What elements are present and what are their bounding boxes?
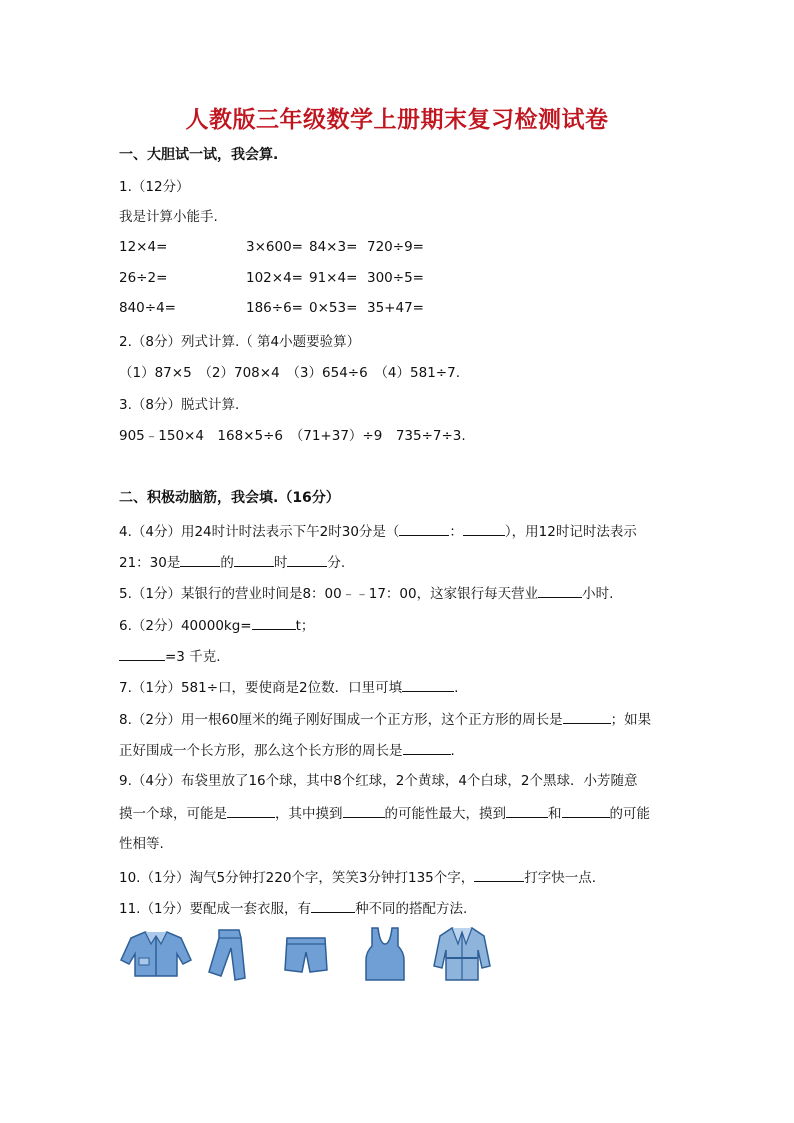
q4-text: ），用12时记时法表示 [504,524,637,540]
calc-item: 26÷2= [119,270,168,286]
answer-blank[interactable] [562,804,610,818]
q4-text: ： [449,524,463,540]
q5 [119,584,613,603]
q11-text: 种不同的搭配方法. [355,901,468,917]
q6-line-1 [119,616,314,635]
pants-icon [205,928,247,982]
q8-line-2 [119,741,455,760]
calc-item: 186÷6= [246,300,303,316]
q2-items: （1）87×5 （2）708×4 （3）654÷6 （4）581÷7. [119,365,460,381]
answer-blank[interactable] [402,678,454,692]
q9-line-3: 性相等. [119,836,164,852]
calc-item: 0×53= [309,300,358,316]
answer-blank[interactable] [311,899,355,913]
q4-line-1 [119,522,637,541]
calc-item: 720÷9= [367,239,424,255]
calc-item: 35+47= [367,300,424,316]
answer-blank[interactable] [474,868,524,882]
jacket-icon [119,928,193,980]
q9-text: 摸一个球，可能是 [119,806,227,822]
q4-text: 时 [273,555,288,571]
calc-item: 3×600= [246,239,303,255]
calc-item: 12×4= [119,239,168,255]
q9-line-1: 9.（4分）布袋里放了16个球，其中8个红球，2个黄球，4个白球，2个黑球．小芳随意 [119,773,638,789]
q1-head: 1.（12分） [119,179,190,195]
answer-blank[interactable] [506,804,548,818]
q11 [119,899,467,918]
answer-blank[interactable] [180,553,220,567]
q6-text: =3 千克. [165,649,221,665]
q6-line-2 [119,647,220,666]
q2-head: 2.（8分）列式计算.（ 第4小题要验算） [119,334,361,350]
q5-text: 5.（1分）某银行的营业时间是8：00﹣﹣17：00，这家银行每天营业 [119,586,539,602]
answer-blank[interactable] [538,584,582,598]
q9-line-2 [119,804,650,823]
answer-blank[interactable] [234,553,274,567]
answer-blank[interactable] [399,522,449,536]
calc-item: 840÷4= [119,300,176,316]
calc-item: 91×4= [309,270,358,286]
q11-text: 11.（1分）要配成一套衣服，有 [119,901,312,917]
q8-text: ；如果 [610,712,652,728]
q10-text: 10.（1分）淘气5分钟打220个字，笑笑3分钟打135个字， [119,870,475,886]
answer-blank[interactable] [463,522,505,536]
answer-blank[interactable] [563,710,611,724]
tank-top-icon [364,926,406,982]
q9-text: 的可能 [609,806,650,822]
q6-text: t； [295,618,315,634]
q4-text: 4.（4分）用24时计时法表示下午2时30分是（ [119,524,400,540]
answer-blank[interactable] [287,553,327,567]
coat-icon [432,926,492,982]
q5-text: 小时. [582,586,614,602]
calc-item: 102×4= [246,270,303,286]
answer-blank[interactable] [252,616,296,630]
q8-text: 正好围成一个长方形，那么这个长方形的周长是 [119,743,403,759]
q8-text: 8.（2分）用一根60厘米的绳子刚好围成一个正方形，这个正方形的周长是 [119,712,563,728]
calc-item: 84×3= [309,239,358,255]
q4-text: 分. [327,555,346,571]
q9-text: 和 [548,806,562,822]
q9-text: ，其中摸到 [275,806,343,822]
q3-head: 3.（8分）脱式计算. [119,397,240,413]
section-1-heading: 一、大胆试一试，我会算. [119,147,279,163]
answer-blank[interactable] [343,804,385,818]
q8-text: . [450,743,455,759]
q8-line-1 [119,710,651,729]
section-2-heading: 二、积极动脑筋，我会填.（16分） [119,490,340,506]
q7 [119,678,458,697]
q7-text: . [454,680,459,696]
page-title: 人教版三年级数学上册期末复习检测试卷 [185,106,609,133]
answer-blank[interactable] [403,741,451,755]
q10-text: 打字快一点. [524,870,597,886]
answer-blank[interactable] [119,647,165,661]
q1-intro: 我是计算小能手. [119,209,218,225]
q4-text: 21：30是 [119,555,181,571]
q9-text: 的可能性最大，摸到 [384,806,506,822]
q3-items: 905﹣150×4 168×5÷6 （71+37）÷9 735÷7÷3. [119,428,466,444]
q10 [119,868,596,887]
q7-text: 7.（1分）581÷口，要使商是2位数．口里可填 [119,680,403,696]
shorts-icon [283,936,329,974]
q6-text: 6.（2分）40000kg= [119,618,252,634]
q4-text: 的 [220,555,234,571]
calc-item: 300÷5= [367,270,424,286]
q4-line-2 [119,553,345,572]
answer-blank[interactable] [227,804,275,818]
